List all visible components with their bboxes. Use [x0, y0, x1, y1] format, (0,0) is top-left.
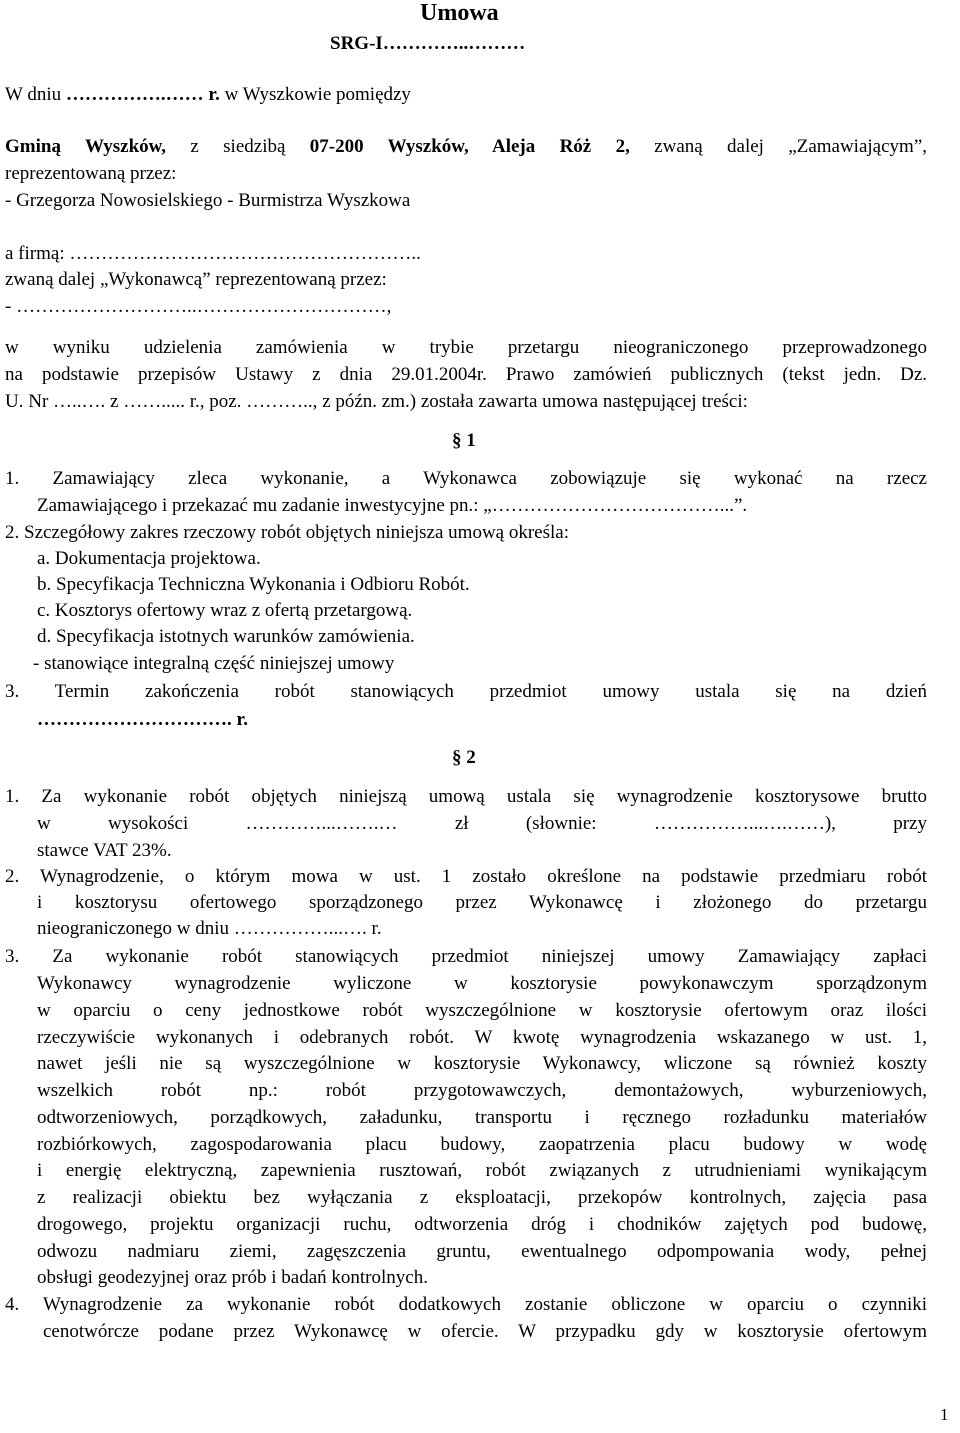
intro-date-prefix: W dniu: [5, 84, 66, 105]
intro-date-dots: …………….…… r.: [65, 84, 220, 105]
document-title: Umowa: [420, 0, 499, 26]
section-1-p3-line-1: 3. Termin zakończenia robót stanowiących przedmiot umowy ustala się na dzień: [5, 681, 927, 702]
contract-number: SRG-I…………..………: [330, 33, 526, 54]
section-2-number: 2: [466, 747, 476, 768]
party2-firm-line: a firmą: ………………………………………………..: [5, 243, 421, 264]
section-2-p3-line-12: odwozu nadmiaru ziemi, zagęszczenia gruntu, ewentualnego odpompowania wody, pełnej: [37, 1241, 927, 1262]
section-1-heading: § 1: [452, 430, 476, 451]
section-2-p4-line-2: cenotwórcze podane przez Wykonawcę w ofercie. W przypadku gdy w kosztorysie ofertowym: [43, 1321, 927, 1342]
section-2-p3-line-2: Wykonawcy wynagrodzenie wyliczone w kosztorysie powykonawczym sporządzonym: [37, 973, 927, 994]
section-1-number: 1: [466, 430, 476, 451]
section-2-p3-line-1: 3. Za wykonanie robót stanowiących przedmiot niniejszej umowy Zamawiający zapłaci: [5, 946, 927, 967]
section-2-p4-line-1: 4. Wynagrodzenie za wykonanie robót dodatkowych zostanie obliczone w oparciu o czynniki: [5, 1294, 927, 1315]
page-number: 1: [940, 1405, 949, 1424]
party1-seat: z siedzibą: [166, 136, 310, 157]
section-2-heading: § 2: [452, 747, 476, 768]
section-2-p3-line-10: z realizacji obiektu bez wyłączania z eksploatacji, przekopów kontrolnych, zajęcia pasa: [37, 1187, 927, 1208]
procurement-line-3: U. Nr …..…. z ……..... r., poz. ……….., z późn. zm.) została zawarta umowa następującej treści:: [5, 391, 748, 412]
section-1-integral-note: - stanowiące integralną część niniejszej umowy: [33, 653, 395, 674]
section-1-p2: 2. Szczegółowy zakres rzeczowy robót objętych niniejsza umową określa:: [5, 522, 569, 543]
section-2-p3-line-11: drogowego, projektu organizacji ruchu, odtworzenia dróg i chodników zajętych pod budowę,: [37, 1214, 927, 1235]
section-1-item-d: d. Specyfikacja istotnych warunków zamówienia.: [37, 626, 415, 647]
section-2-p1-line-1: 1. Za wykonanie robót objętych niniejszą umową ustala się wynagrodzenie kosztorysowe brutto: [5, 786, 927, 807]
section-2-p1-line-2: w wysokości …………...…….… zł (słownie: ……………...….……), przy: [37, 813, 927, 834]
party1-name: Gminą Wyszków,: [5, 136, 167, 157]
section-2-p3-line-5: nawet jeśli nie są wyszczególnione w kosztorysie Wykonawcy, wliczone są również koszty: [37, 1053, 927, 1074]
procurement-line-2: na podstawie przepisów Ustawy z dnia 29.01.2004r. Prawo zamówień publicznych (tekst jedn. Dz.: [5, 364, 927, 385]
section-2-p3-line-3: w oparciu o ceny jednostkowe robót wyszczególnione w kosztorysie ofertowym oraz ilości: [37, 1000, 927, 1021]
section-2-p3-line-13: obsługi geodezyjnej oraz prób i badań kontrolnych.: [37, 1267, 428, 1288]
section-2-p2-line-2: i kosztorysu ofertowego sporządzonego przez Wykonawcę i złożonego do przetargu: [37, 892, 927, 913]
section-2-p2-line-1: 2. Wynagrodzenie, o którym mowa w ust. 1 zostało określone na podstawie przedmiaru robót: [5, 866, 927, 887]
section-1-item-b: b. Specyfikacja Techniczna Wykonania i Odbioru Robót.: [37, 574, 470, 595]
section-2-p3-line-8: rozbiórkowych, zagospodarowania placu budowy, zaopatrzenia placu budowy w wodę: [37, 1134, 927, 1155]
section-1-item-a: a. Dokumentacja projektowa.: [37, 548, 261, 569]
party1-address: 07-200 Wyszków, Aleja Róż 2,: [309, 136, 630, 157]
section-2-p3-line-7: odtworzeniowych, porządkowych, załadunku, transportu i ręcznego rozładunku materiałów: [37, 1107, 927, 1128]
party1-representative: - Grzegorza Nowosielskiego - Burmistrza Wyszkowa: [5, 190, 411, 211]
intro-date-line: [5, 82, 927, 108]
intro-date-suffix: w Wyszkowie pomiędzy: [219, 84, 411, 105]
party1-called: zwaną dalej „Zamawiającym”,: [629, 136, 928, 157]
party2-representative-line: - ………………………..…………………………,: [5, 296, 392, 317]
section-1-item-c: c. Kosztorys ofertowy wraz z ofertą przetargową.: [37, 600, 413, 621]
section-2-p3-line-4: rzeczywiście wykonanych i odebranych robót. W kwotę wynagrodzenia wskazanego w ust. 1,: [37, 1027, 927, 1048]
section-2-p2-line-3: nieograniczonego w dniu ……………...…. r.: [37, 918, 382, 939]
section-2-p3-line-9: i energię elektryczną, zapewnienia rusztowań, robót związanych z utrudnieniami wynikającym: [37, 1160, 927, 1181]
procurement-line-1: w wyniku udzielenia zamówienia w trybie przetargu nieograniczonego przeprowadzonego: [5, 337, 927, 358]
party1-represented: reprezentowaną przez:: [5, 163, 177, 184]
section-2-p1-line-3: stawce VAT 23%.: [37, 840, 172, 861]
section-2-p3-line-6: wszelkich robót np.: robót przygotowawczych, demontażowych, wyburzeniowych,: [37, 1080, 927, 1101]
party2-called: zwaną dalej „Wykonawcą” reprezentowaną przez:: [5, 269, 387, 290]
section-1-p3-line-2: …………………………. r.: [37, 709, 248, 730]
section-1-p1-line-1: 1. Zamawiający zleca wykonanie, a Wykonawca zobowiązuje się wykonać na rzecz: [5, 468, 927, 489]
section-1-p1-line-2: Zamawiającego i przekazać mu zadanie inwestycyjne pn.: „………………………………...”.: [37, 495, 748, 516]
party1-line: [5, 134, 927, 160]
